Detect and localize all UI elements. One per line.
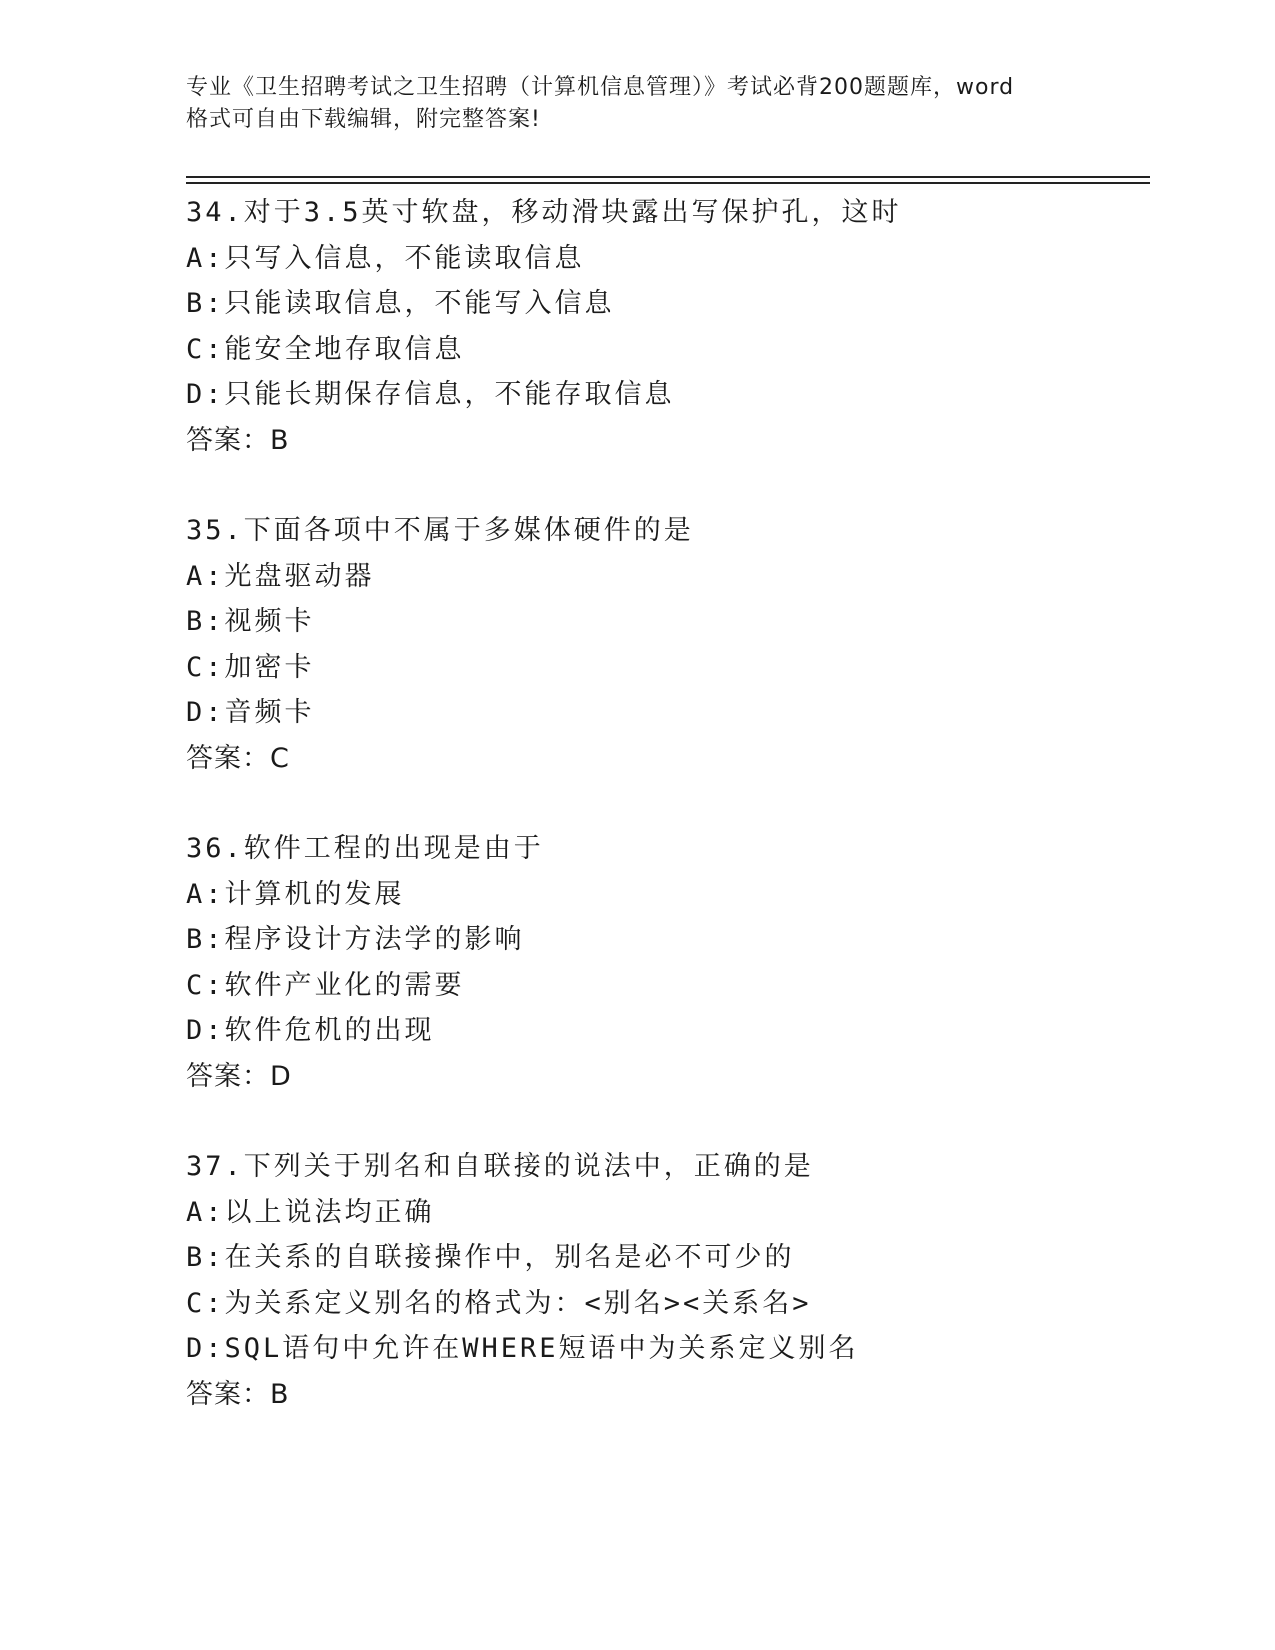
header-line-1: 专业《卫生招聘考试之卫生招聘（计算机信息管理）》考试必背200题题库，word	[186, 75, 1015, 100]
answer-key: 答案：C	[186, 742, 290, 774]
question-block	[186, 190, 1146, 464]
option-c: C:加密卡	[186, 651, 315, 683]
question-block	[186, 1144, 1146, 1418]
header-divider-top	[186, 176, 1150, 178]
document-header	[186, 72, 1086, 136]
question-stem: 34.对于3.5英寸软盘，移动滑块露出写保护孔，这时	[186, 197, 902, 228]
question-stem: 36.软件工程的出现是由于	[186, 833, 544, 864]
option-b: B:在关系的自联接操作中，别名是必不可少的	[186, 1242, 795, 1274]
option-d: D:音频卡	[186, 697, 315, 729]
question-block	[186, 826, 1146, 1100]
option-b: B:只能读取信息，不能写入信息	[186, 288, 615, 320]
answer-key: 答案：B	[186, 1378, 290, 1410]
question-block	[186, 508, 1146, 782]
option-c: C:软件产业化的需要	[186, 969, 465, 1001]
option-c: C:能安全地存取信息	[186, 333, 465, 365]
header-divider-bottom	[186, 182, 1150, 184]
header-line-2: 格式可自由下载编辑，附完整答案!	[186, 107, 541, 132]
option-a: A:光盘驱动器	[186, 560, 375, 592]
option-d: D:软件危机的出现	[186, 1015, 435, 1047]
option-a: A:只写入信息，不能读取信息	[186, 242, 585, 274]
option-b: B:程序设计方法学的影响	[186, 924, 525, 956]
answer-key: 答案：D	[186, 1060, 292, 1092]
question-stem: 37.下列关于别名和自联接的说法中，正确的是	[186, 1151, 814, 1182]
option-a: A:以上说法均正确	[186, 1196, 435, 1228]
option-d: D:只能长期保存信息，不能存取信息	[186, 379, 675, 411]
option-d: D:SQL语句中允许在WHERE短语中为关系定义别名	[186, 1333, 859, 1365]
question-stem: 35.下面各项中不属于多媒体硬件的是	[186, 515, 694, 546]
option-a: A:计算机的发展	[186, 878, 405, 910]
answer-key: 答案：B	[186, 424, 290, 456]
option-c: C:为关系定义别名的格式为：<别名><关系名>	[186, 1287, 812, 1319]
option-b: B:视频卡	[186, 606, 315, 638]
